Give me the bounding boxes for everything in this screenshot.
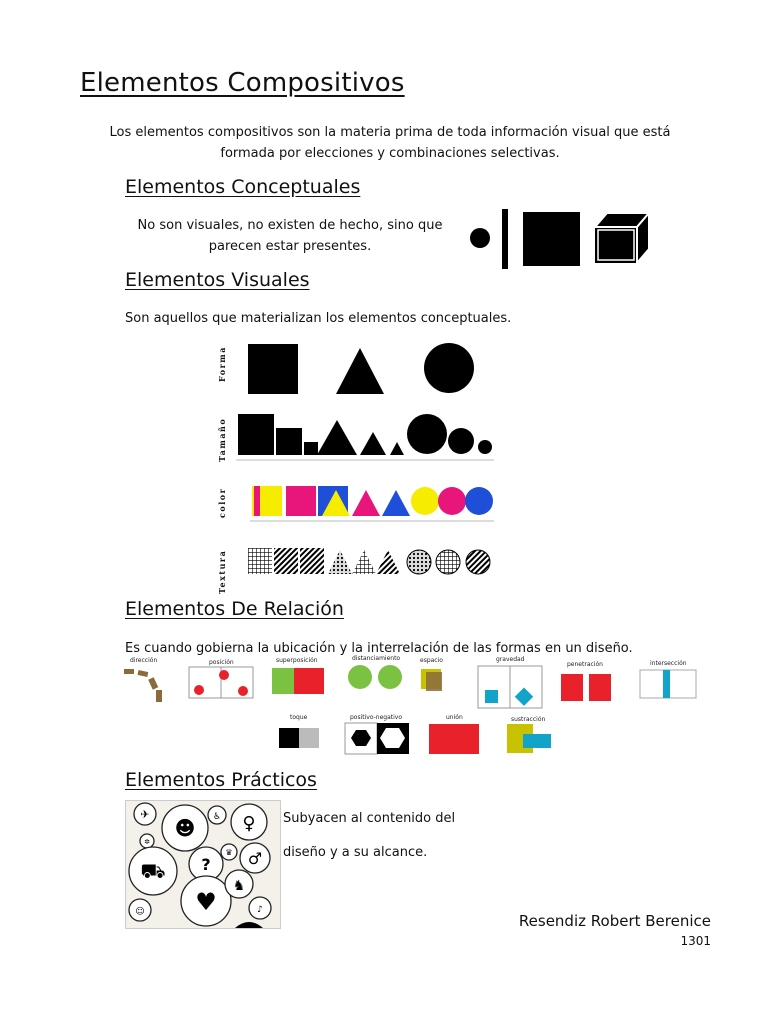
penetracion-shape — [561, 674, 611, 701]
superposicion-shape — [272, 668, 324, 694]
triangle-shape — [336, 348, 384, 394]
point-icon — [470, 228, 490, 248]
woman-icon: ♀ — [242, 813, 256, 834]
color-row — [250, 486, 494, 521]
plane-icon — [523, 212, 580, 266]
circle-shape — [424, 343, 474, 393]
line-icon — [502, 209, 508, 269]
row-label-tamano: Tamaño — [217, 417, 227, 462]
practicos-line-2: diseño y a su alcance. — [283, 845, 428, 860]
label-direccion: dirección — [130, 657, 158, 664]
heading-conceptuales: Elementos Conceptuales — [125, 176, 361, 198]
positivo-negativo-shape — [345, 723, 409, 754]
crown-icon: ♛ — [225, 848, 233, 857]
heading-visuales: Elementos Visuales — [125, 269, 310, 291]
label-toque: toque — [290, 714, 308, 721]
direccion-shape — [124, 669, 162, 702]
conceptuales-text — [120, 215, 460, 257]
posicion-shape — [189, 667, 253, 698]
heart-icon: ♥ — [195, 888, 217, 916]
espacio-shape — [421, 669, 442, 691]
row-label-forma: Forma — [217, 346, 227, 382]
wheelchair-icon: ♿ — [212, 812, 222, 822]
row-label-textura: Textura — [217, 549, 227, 594]
man-icon: ♂ — [247, 849, 263, 868]
label-union: unión — [446, 714, 463, 721]
conceptual-shapes-figure — [465, 205, 665, 273]
gravedad-shape — [478, 666, 542, 708]
author-group: 1301 — [680, 934, 711, 948]
baby-icon: ☻ — [174, 816, 196, 840]
conceptuales-line-2: parecen estar presentes. — [208, 239, 372, 254]
intro-line-2: formada por elecciones y combinaciones selectivas. — [220, 146, 560, 161]
bell-icon: ♪ — [257, 905, 263, 915]
volume-cube-icon — [595, 213, 649, 263]
label-interseccion: intersección — [650, 660, 687, 667]
author-name: Resendiz Robert Berenice — [518, 912, 711, 930]
label-posicion: posición — [209, 659, 234, 666]
interseccion-shape — [640, 670, 696, 698]
conceptuales-line-1: No son visuales, no existen de hecho, sino que — [137, 218, 443, 233]
question-icon: ? — [201, 855, 211, 874]
tamano-row — [236, 414, 494, 460]
cat-icon: ♞ — [232, 878, 246, 894]
square-shape — [248, 344, 298, 394]
label-positivo-negativo: positivo-negativo — [350, 714, 403, 721]
page-title: Elementos Compositivos — [80, 68, 405, 98]
plane-icon: ✈ — [140, 808, 150, 821]
textura-row — [248, 548, 490, 574]
star-icon: ✲ — [144, 838, 150, 846]
forma-row — [248, 343, 474, 394]
distanciamiento-shape — [348, 665, 402, 689]
visuales-text: Son aquellos que materializan los elementos conceptuales. — [125, 311, 512, 326]
heading-practicos: Elementos Prácticos — [125, 769, 317, 791]
label-penetracion: penetración — [567, 661, 603, 668]
label-distanciamiento: distanciamiento — [352, 655, 401, 662]
row-label-color: color — [217, 487, 227, 518]
label-superposicion: superposición — [276, 657, 318, 664]
relation-elements-figure — [120, 664, 720, 764]
intro-paragraph — [90, 122, 690, 164]
union-shape — [429, 724, 479, 754]
stroller-icon: ⛟ — [140, 859, 166, 883]
practical-icons-figure — [125, 800, 281, 930]
visual-elements-figure — [232, 340, 497, 585]
heading-relacion: Elementos De Relación — [125, 598, 344, 620]
label-sustraccion: sustracción — [511, 716, 546, 723]
practicos-line-1: Subyacen al contenido del — [283, 811, 456, 826]
sustraccion-shape — [507, 724, 551, 753]
toque-shape — [279, 728, 319, 748]
people-icon: ☺ — [135, 907, 145, 917]
intro-line-1: Los elementos compositivos son la materia prima de toda información visual que está — [109, 125, 671, 140]
label-espacio: espacio — [420, 657, 443, 664]
relacion-text: Es cuando gobierna la ubicación y la interrelación de las formas en un diseño. — [125, 641, 633, 656]
label-gravedad: gravedad — [496, 656, 525, 663]
